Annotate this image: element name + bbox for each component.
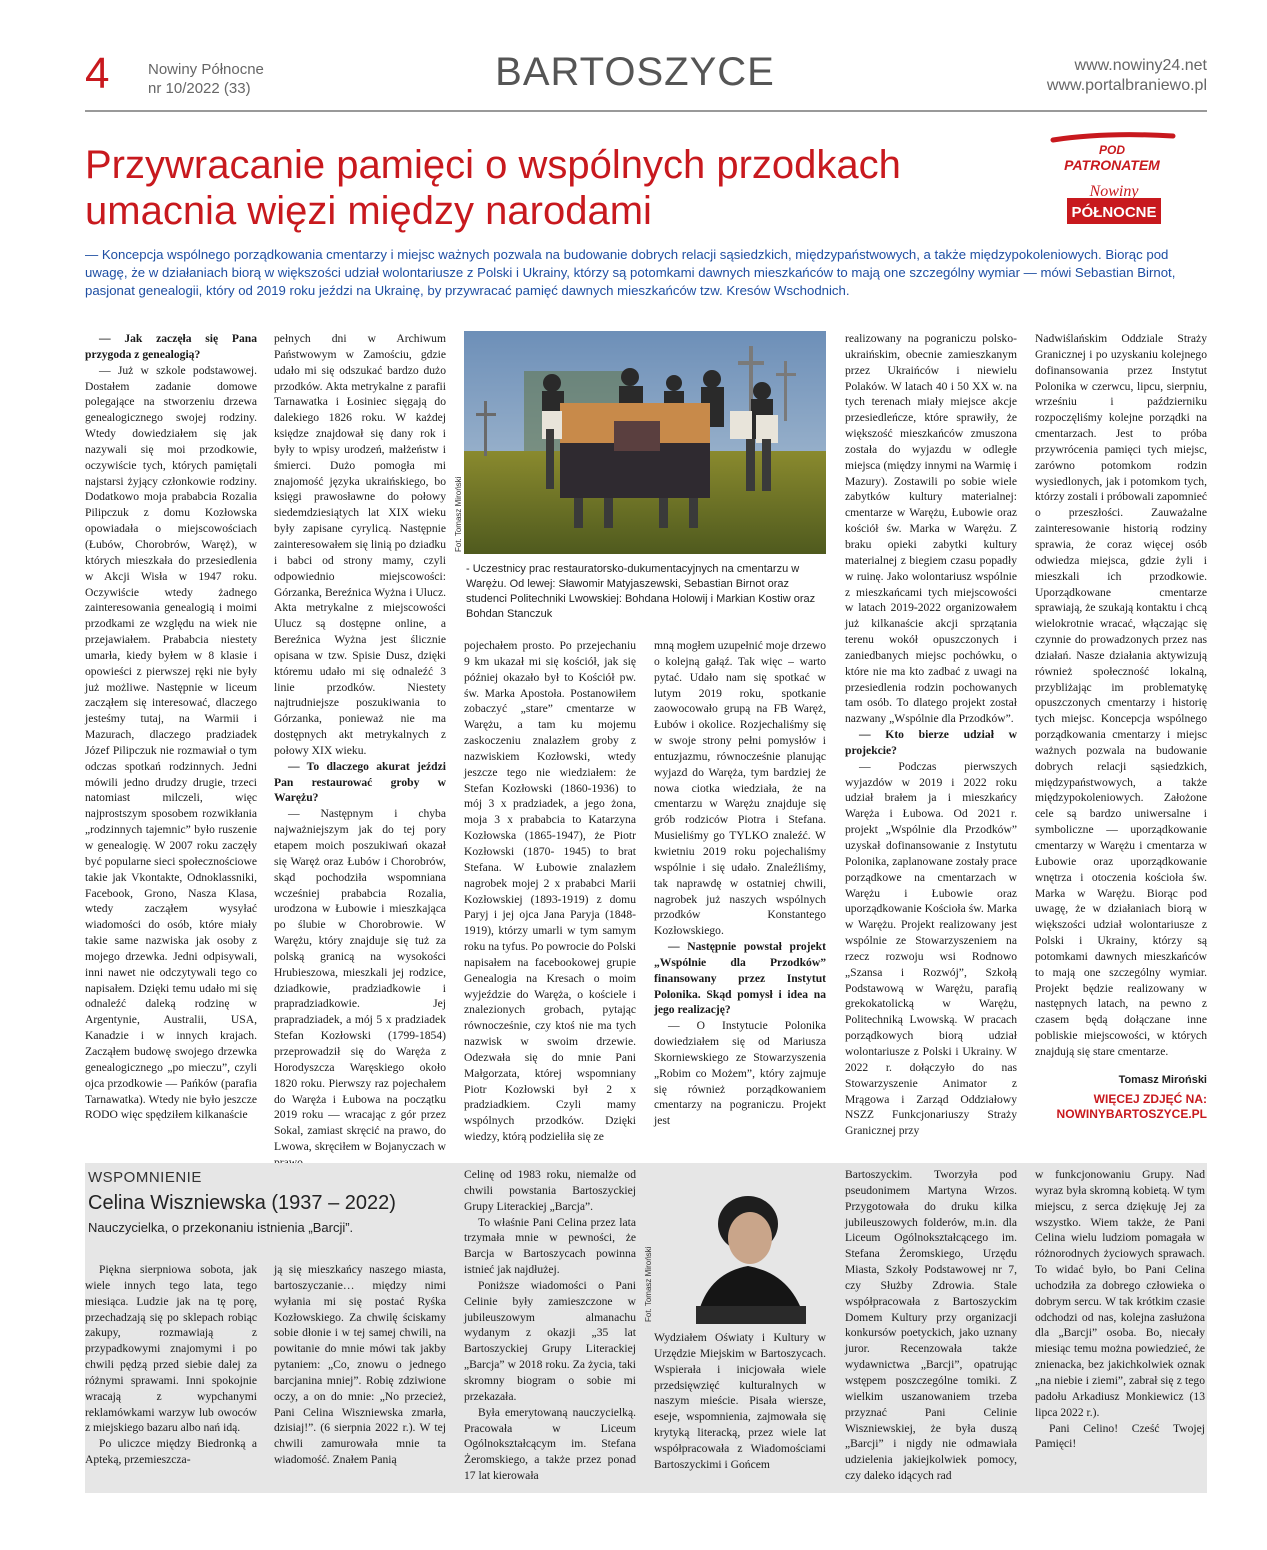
paragraph: pełnych dni w Archiwum Państwowym w Zamościu, gdzie udało mi się odszukać bardzo dużo przodków. Akta metrykalne z parafii Tarnawatka i Łosiniec sięgają do dalekiego 1826 roku. W każdej księdze znajdował się dany rok i były to wpisy urodzeń, małżeństw i śmierci. Dużo pomogła mi znajomość języka ukraińskiego, bo księgi prawosławne do połowy siedemdziesiątych lat XIX wieku były zapisane cyrylicą. Następnie zainteresowałem się linią po dziadku i babci od strony mamy, czyli odpowiednio miejscowości: Górzanka, Bereźnica Wyżna i Ulucz. Akta metrykalne z miejscowości Ulucz są dostępne online, a Bereźnica Wyżna jest ślicznie opisana w tzw. Spisie Dusz, dzięki któremu udało mi się odnaleźć 3 linie przodków. Niestety najtrudniejsze poszukiwania to Górzanka, ponieważ nie ma dostępnych akt metrykalnych z połowy XIX wieku. (274, 332, 446, 757)
badge-line-2: PATRONATEM (1064, 157, 1160, 173)
interview-question: — Kto bierze udział w projekcie? (845, 728, 1017, 757)
memorial-column-4 (654, 1330, 826, 1490)
paragraph: Pani Celino! Cześć Twojej Pamięci! (1035, 1421, 1205, 1451)
section-title: BARTOSZYCE (495, 50, 775, 94)
paragraph: pojechałem prosto. Po przejechaniu 9 km ukazał mi się kościół, jak się później okazało był to Kościół pw. św. Marka Apostoła. Postanowiłem zobaczyć „stare” cmentarze w Warężu, a tam ku mojemu zaskoczeniu znalazłem groby z nazwiskiem Kozłowski, wtedy jeszcze tego nie wiedziałem: że Stefan Kozłowski (1860-1936) to mój 3 x pradziadek, a jego żona, moja 3 x prababcia to Katarzyna Kozłowska (1865-1947), że Piotr Kozłowski (1870- 1945) to brat Stefana. W Łubowie znalazłem nagrobek mojej 2 x prababci Marii Kozłowskiej (1893-1919) z domu Paryj i jej ojca Jana Paryja (1848-1919), którzy umarli w tym samym roku na tyfus. Po powrocie do Polski napisałem na facebookowej grupie Genealogia na Kresach o moim wyjeździe do Waręża, o kościele i znalezionych grobach, pytając równocześnie, czy ktoś nie ma tych nazwisk w swoim drzewie. Odezwała się do mnie Pani Małgorzata, której wspomniany Piotr Kozłowski był 2 x pradziadkiem. Czyli mamy wspólnych przodków. Dzięki wiedzy, którą podzieliła się ze (464, 639, 636, 1144)
issue-info (148, 60, 264, 98)
headline-line-1: Przywracanie pamięci o wspólnych przodkach (85, 143, 901, 187)
more-photos-url[interactable]: NOWINYBARTOSZYCE.PL (1056, 1107, 1207, 1121)
site-links (1047, 56, 1207, 96)
paragraph: Nadwiślańskim Oddziale Straży Granicznej i po uzyskaniu kolejnego dofinansowania przez Instytut Polonika w czerwcu, lipcu, sierpniu, wrześniu i październiku rozpoczęliśmy kolejne porządki na cmentarzach. Jest to próba przywrócenia pamięci tych miejsc, zarówno potomkom rodzin wysiedlonych, jak i potomkom tych, którzy zostali i próbowali zapomnieć o przeszłości. Zauważalne zainteresowanie historią rodziny sprawia, że coraz więcej osób odwiedza miejsca, gdzie żyli i mieszkali ich przodkowie. Uporządkowane cmentarze sprawiają, że szukają kontaktu i chcą wielokrotnie wracać, włączając się czynnie do prowadzonych przez nas działań. Nasze działania aktywizują również społeczność lokalną, przybliżając im problematykę opuszczonych cmentarzy i historię tych miejsc. Koncepcja wspólnego porządkowania cmentarzy i miejsc ważnych pozwala na budowanie dobrych relacji sąsiedzkich, międzypaństwowych, a także międzypokoleniowych. Założone cele są bardzo uniwersalne i symboliczne — uporządkowanie cmentarzy w Warężu i cmentarza w Łubowie oraz uporządkowanie wnętrza i otoczenia kościoła św. Marka w Warężu. Biorąc pod uwagę, że w działaniach biorą w większości udział wolontariusze z Polski i Ukrainy, którzy są potomkami dawnych mieszkańców to mają one szczególny wymiar. Projekt będzie realizowany w następnych latach, na pewno z czasem będą dołączane inne pobliskie miejscowości, w których znajdują się stare cmentarze. (1035, 332, 1207, 1058)
memorial-photo-credit: Fot. Tomasz Miroński (644, 1246, 653, 1322)
memorial-column-6 (1035, 1167, 1205, 1490)
article-author: Tomasz Miroński (1118, 1074, 1207, 1086)
paragraph: — Już w szkole podstawowej. Dostałem zadanie domowe polegające na stworzeniu drzewa genealogicznego swojej rodziny. Wtedy dowiedziałem się jak nazywali się moi przodkowie, oczywiście tych, których pamiętali najstarsi żyjący członkowie rodziny. Dodatkowo moja prababcia Rozalia Pilipczuk z domu Kozłowska opowiadała o miejscowościach (Łubów, Chorobrów, Waręż), w których mieszkała do przesiedlenia w Akcji Wisła w 1947 roku. Oczywiście wtedy żadnego zainteresowania genealogią i moimi przodkami ze względu na wiek nie przejawiałem. Prababcia niestety umarła, kiedy byłem w 8 klasie i opowieści z pierwszej ręki nie były już możliwe. Następnie w liceum zacząłem się interesować, dlaczego jesteśmy tutaj, na Warmii i Mazurach, dlaczego pradziadek Józef Pilipczuk nie rozmawiał o tym odczas spotkań rodzinnych. Jedni mówili jedno drudzy drugie, trzeci natomiast milczeli, więc najprostszym sposobem rozwikłania „rodzinnych tajemnic” było ruszenie w genealogię. W 2007 roku zaczęły być popularne sieci społecznościowe takie jak Vkontakte, Odnoklassniki, Facebook, Grono, Nasza Klasa, wtedy zacząłem wysyłać wiadomości do osób, które miały takie same nazwiska jak osoby z mojego drzewka. Jedni odpisywali, inni nawet nie odczytywali tego co napisałem. Dzięki temu udało mi się odnaleźć daleką rodzinę w Argentynie, Australii, USA, Kanadzie i w innych krajach. Zacząłem budowę swojego drzewka genealogicznego „po mieczu”, czyli ojca przodkowie — Pańków (parafia Tarnawatka). Wtedy nie było jeszcze RODO więc spędziłem kilkanaście (85, 363, 257, 1122)
headline-line-2: umacnia więzi między narodami (85, 189, 652, 233)
article-column-2 (274, 331, 446, 1156)
badge-line-3: Nowiny (1089, 183, 1139, 200)
memorial-column-3 (464, 1167, 636, 1490)
article-lead: — Koncepcja wspólnego porządkowania cmentarzy i miejsc ważnych pozwala na budowanie dobrych relacji sąsiedzkich, międzypaństwowych, a także międzypokoleniowych. Biorąc pod uwagę, że w działaniach biorą w większości udział wolontariusze z Polski i Ukrainy, którzy są potomkami dawnych mieszkańców to mają one szczególny wymiar — mówi Sebastian Birnot, pasjonat genealogii, który od 2019 roku jeździ na Ukrainę, by przywracać pamięć dawnych mieszkańców tzw. Kresów Wschodnich. (85, 247, 1176, 298)
interview-question: — To dlaczego akurat jeździ Pan restaurować groby w Warężu? (274, 759, 446, 805)
article-column-5 (845, 331, 1017, 1156)
more-photos-label: WIĘCEJ ZDJĘĆ NA: (1093, 1092, 1207, 1106)
site-link-portalbraniewo[interactable]: www.portalbraniewo.pl (1046, 77, 1207, 94)
volunteers-photo (464, 331, 826, 554)
article-column-3 (464, 638, 636, 1156)
article-column-1 (85, 331, 257, 1156)
paragraph: — Następnym i chyba najważniejszym jak do tej pory etapem moich poszukiwań okazał się Waręż oraz Łubów i Chorobrów, skąd pochodziła wspomniana wcześniej prababcia Rozalia, urodzona w Łubowie i mieszkająca po ślubie w Chorobrowie. W Warężu, który znajduje się tuż za polską granicą na wysokości Hrubieszowa, mieszkali jej rodzice, dziadkowie, pradziadkowie i prapradziadkowie. Jej prapradziadek, a mój 5 x pradziadek Stefan Kozłowski (1799-1854) przeprowadził się do Waręża z Horodyszcza Waręskiego około 1820 roku. Pierwszy raz pojechałem do Waręża i Łubowa na początku 2019 roku — wracając z gór przez Sokal, zamiast skręcić na prawo, do Lwowa, skręciłem w Bojanyczach w (274, 807, 446, 1154)
paragraph: mną mogłem uzupełnić moje drzewo o kolejną gałąź. Tak więc – warto pytać. Udało nam się spotkać w lutym 2019 roku, spotkanie zaowocowało grupą na FB Waręż, Łubów i okolice. Rozjechaliśmy się w swoje strony pełni pomysłów i entuzjazmu, równocześnie planując wyjazd do Waręża, tym bardziej że nowa ciotka wiedziała, że na cmentarzu w Warężu znajduje się grób rodziców Piotra i Stefana. Musieliśmy go TYLKO znaleźć. W kwietniu 2019 roku pojechaliśmy wspólnie i się udało. Znaleźliśmy, tak naprawdę w ostatniej chwili, nagrobek już naszych wspólnych przodków Konstantego Kozłowskiego. (654, 639, 826, 938)
paragraph: realizowany na pograniczu polsko-ukraińskim, obecnie zamieszkanym przez Ukraińców i niewielu Polaków. W latach 40 i 50 XX w. na tych terenach miały miejsce akcje przesiedleńcze, które sprawiły, że większość mieszkańców zmuszona została do wyjazdu w odległe miejsca (między innymi na Warmię i Mazury). Zostawili po sobie wiele zabytków kultury materialnej: cmentarze w Warężu, Łubowie oraz kościół św. Marka w Warężu. Z braku opieki zabytki kultury materialnej z biegiem czasu popadły w ruinę. Jako wolontariusz wspólnie z mieszkańcami tych miejscowości w latach 2019-2022 organizowałem już kilkanaście akcji sprzątania terenu wokół opuszczonych i zaniedbanych miejsc pochówku, o które nie ma kto zadbać z uwagi na przesiedlenia rodzin pochowanych tam osób. To dlatego projekt został nazwany „Wspólnie dla Przodków”. (845, 332, 1017, 726)
memorial-column-2 (274, 1262, 446, 1490)
paragraph: Piękna sierpniowa sobota, jak wiele innych tego lata, tego miesiąca. Ludzie jak na tę porę, przechadzają się po sklepach robiąc zakupy, rozmawiają z przypadkowymi znajomymi i po chwili pędzą przed siebie dalej za różnymi sprawami. Inni spokojnie wracają z wypchanymi reklamówkami warzyw lub owoców z miejskiego bazaru albo nań idą. (85, 1263, 257, 1435)
memorial-tag: WSPOMNIENIE (88, 1169, 202, 1186)
header-divider (85, 110, 1207, 112)
paragraph: Po uliczce między Biedronką a Apteką, przemieszcza- (85, 1437, 257, 1467)
article-headline (85, 142, 1045, 234)
paragraph: — Podczas pierwszych wyjazdów w 2019 i 2022 roku udział brałem ja i mieszkańcy Waręża i Łubowa. Od 2021 r. projekt „Wspólnie dla Przodków” uzyskał dofinansowanie z Instytutu Polonika, zaplanowane zostały prace porządkowe na cmentarzach w Warężu i Łubowie oraz uporządkowanie Kościoła św. Marka w Warężu. Projekt realizowany jest wspólnie ze Stowarzyszeniem na rzecz rozwoju wsi Rodnowo „Szansa i Rozwój”, Szkołą Podstawową w Warężu, parafią grekokatolicką w Warężu, Politechniką Lwowską. W pracach porządkowych biorą udział wolontariusze z Polski i Ukrainy. W 2022 r. dołączyło do nas Stowarzyszenie Animator z Mrągowa i Zarząd Oddziałowy NSZZ Funkcjonariuszy Straży Granicznej przy (845, 759, 1017, 1138)
paragraph: — O Instytucie Polonika dowiedziałem się od Mariusza Skorniewskiego ze Stowarzyszenia „Robim co Możem”, który zajmuje się również porządkowaniem cmentarzy na pograniczu. Projekt jest (654, 1019, 826, 1128)
interview-question: — Jak zaczęła się Pana przygoda z genealogią? (85, 332, 257, 361)
interview-question: — Następnie powstał projekt „Wspólnie dla Przodków” finansowany przez Instytut Polonika. Skąd pomysł i idea na jego realizację? (654, 940, 826, 1017)
more-photos-link[interactable] (1057, 1092, 1207, 1122)
article-column-4 (654, 638, 826, 1156)
paragraph: Bartoszyckim. Tworzyła pod pseudonimem Martyna Wrzos. Przygotowała do druku kilka jubileuszowych folderów, m.in. dla Liceum Ogólnokształcącego im. Stefana Żeromskiego, Urzędu Miasta, Szkoły Podstawowej nr 7, czy Służby Zdrowia. Stale współpracowała z Bartoszyckim Domem Kultury przy organizacji konkursów poetyckich, jako uznany juror. Recenzowała także wydawnictwa „Barcji”, opatrując wstępem poszczególne tomiki. Z wielkim uszanowaniem trzeba przyznać Pani Celinie Wiszniewskiej, że była duszą „Barcji” i nigdy nie odmawiała udzielenia jakiejkolwiek pomocy, czy daleko idących rad (845, 1168, 1017, 1483)
paper-name: Nowiny Północne (148, 61, 264, 78)
page-number: 4 (85, 49, 110, 98)
memorial-column-1 (85, 1262, 257, 1490)
badge-line-1: POD (1098, 143, 1126, 157)
portrait-photo (656, 1166, 836, 1324)
memorial-column-5 (845, 1167, 1017, 1490)
paragraph: Wydziałem Oświaty i Kultury w Urzędzie Miejskim w Bartoszycach. Wspierała i inicjowała wiele przedsięwzięć kulturalnych w naszym mieście. Pisała wiersze, eseje, wspomnienia, zajmowała się krytyką literacką, przez wiele lat współpracowała z Wiadomościami Bartoszyckimi i Gońcem (654, 1331, 826, 1471)
photo-credit: Fot. Tomasz Miroński (454, 476, 463, 552)
paragraph: To właśnie Pani Celina przez lata trzymała mnie w pewności, że Barcja w Bartoszycach powinna istnieć jak najdłużej. (464, 1215, 636, 1277)
photo-caption: - Uczestnicy prac restauratorsko-dukumentacyjnych na cmentarzu w Warężu. Od lewej: Sławomir Matyjaszewski, Sebastian Birnot oraz studenci Politechniki Lwowskiej: Bohdana Holowij i Markian Kostiw oraz Bohdan Stanczuk (466, 563, 816, 620)
patronage-logo (1045, 128, 1180, 238)
paragraph: ją się mieszkańcy naszego miasta, bartoszyczanie… między nimi wyłania mi się postać Ryśka Kozłowskiego. Za chwilę ściskamy sobie dłonie i w tej samej chwili, na powitanie do mnie mówi tak jakby pytaniem: „Co, znowu o jednego barcjanina mniej”. Robię zdziwione oczy, a on do mnie: „No przecież, Pani Celina Wiszniewska zmarła, dzisiaj!”. (6 sierpnia 2022 r.). W tej chwili zamurowała mnie ta wiadomość. Znałem Panią (274, 1263, 446, 1467)
paragraph: Poniższe wiadomości o Pani Celinie były zamieszczone w jubileuszowym almanachu wydanym z okazji „35 lat Bartoszyckiej Grupy Literackiej „Barcja” w 2018 roku. Za życia, taki skromny biogram o sobie mi przekazała. (464, 1278, 636, 1403)
paragraph: w funkcjonowaniu Grupy. Nad wyraz była skromną kobietą. W tym miejscu, z serca dziękuję Jej za wszystko. Wiem także, że Pani Celina wielu ludziom pomagała w różnorodnych życiowych sprawach. To widać było, bo Pani Celina uchodziła za dobrego człowieka o dobrym sercu. W tak krótkim czasie odchodzi od nas, kolejna zasłużona dla „Barcji” osoba. Bo, niecały miesiąc temu można powiedzieć, że znienacka, bez jakichkolwiek oznak „na niebie i ziemi”, zabrał się z tego padołu Arkadiusz Monkiewicz (13 lipca 2022 r.). (1035, 1168, 1205, 1419)
badge-line-4: PÓŁNOCNE (1071, 204, 1157, 221)
memorial-subtitle: Nauczycielka, o przekonaniu istnienia „Barcji”. (88, 1220, 354, 1235)
paragraph: Celinę od 1983 roku, niemalże od chwili powstania Bartoszyckiej Grupy Literackiej „Barcja”. (464, 1168, 636, 1213)
article-column-6 (1035, 331, 1207, 1071)
paragraph: Była emerytowaną nauczycielką. Pracowała w Liceum Ogólnokształcącym im. Stefana Żeromskiego, a także przez ponad 17 lat kierowała (464, 1405, 636, 1483)
memorial-title: Celina Wiszniewska (1937 – 2022) (88, 1192, 396, 1214)
issue-number: nr 10/2022 (33) (148, 80, 251, 97)
site-link-nowiny24[interactable]: www.nowiny24.net (1074, 57, 1207, 74)
